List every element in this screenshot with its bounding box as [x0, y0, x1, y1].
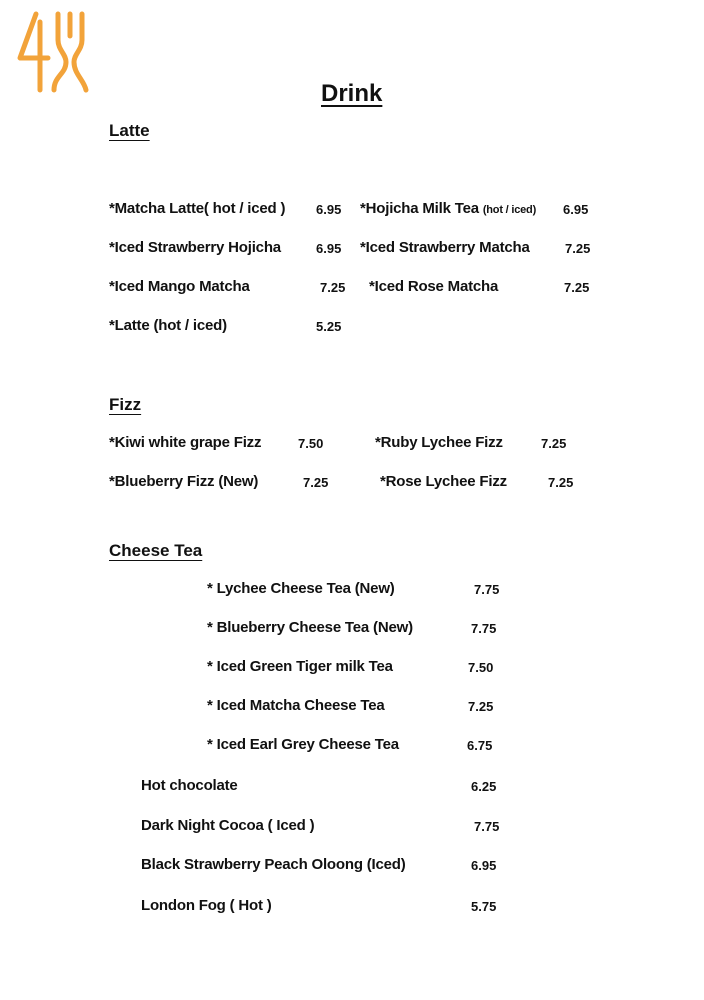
fork-logo-icon [14, 10, 92, 96]
menu-item-price: 7.75 [474, 819, 500, 834]
menu-item-name: Hot chocolate [141, 777, 238, 794]
menu-item-name: *Latte (hot / iced) [109, 317, 227, 334]
menu-item-price: 7.25 [548, 475, 574, 490]
menu-item-price: 7.25 [320, 280, 346, 295]
menu-item-price: 7.50 [298, 436, 324, 451]
menu-item-price: 5.25 [316, 319, 342, 334]
menu-item-name: *Ruby Lychee Fizz [375, 434, 503, 451]
menu-item-name: * Iced Green Tiger milk Tea [207, 658, 393, 675]
menu-item-name: * Lychee Cheese Tea (New) [207, 580, 395, 597]
menu-item-price: 6.95 [316, 202, 342, 217]
menu-item-price: 7.25 [564, 280, 590, 295]
menu-item-price: 7.25 [541, 436, 567, 451]
menu-item-name: *Iced Strawberry Hojicha [109, 239, 281, 256]
menu-item-name: *Rose Lychee Fizz [380, 473, 507, 490]
menu-item-name: *Kiwi white grape Fizz [109, 434, 262, 451]
menu-item-price: 6.95 [471, 858, 497, 873]
menu-item-name: *Iced Mango Matcha [109, 278, 250, 295]
menu-item-note: (hot / iced) [482, 204, 537, 216]
menu-item-name: Black Strawberry Peach Oloong (Iced) [141, 856, 406, 873]
menu-item-price: 5.75 [471, 899, 497, 914]
menu-item-price: 7.25 [468, 699, 494, 714]
menu-item-price: 6.95 [563, 202, 589, 217]
menu-item-name: *Matcha Latte( hot / iced ) [109, 200, 286, 217]
menu-item-name: Dark Night Cocoa ( Iced ) [141, 817, 315, 834]
menu-item-price: 7.50 [468, 660, 494, 675]
menu-item-price: 6.75 [467, 738, 493, 753]
menu-item-name: *Blueberry Fizz (New) [109, 473, 259, 490]
section-heading-cheese-tea: Cheese Tea [109, 541, 203, 560]
menu-item-price: 6.95 [316, 241, 342, 256]
menu-item-price: 7.75 [474, 582, 500, 597]
section-heading-fizz: Fizz [109, 395, 142, 414]
menu-item-price: 6.25 [471, 779, 497, 794]
menu-item-name: * Blueberry Cheese Tea (New) [207, 619, 413, 636]
menu-item-name: * Iced Matcha Cheese Tea [207, 697, 385, 714]
menu-item-name: * Iced Earl Grey Cheese Tea [207, 736, 399, 753]
menu-item-price: 7.25 [565, 241, 591, 256]
menu-item-name: *Iced Strawberry Matcha [360, 239, 530, 256]
page-title: Drink [321, 80, 383, 107]
menu-item-name: *Iced Rose Matcha [369, 278, 499, 295]
menu-item-name: London Fog ( Hot ) [141, 897, 272, 914]
section-heading-latte: Latte [109, 121, 150, 140]
menu-item-name [360, 200, 536, 217]
menu-item-name-text: *Hojicha Milk Tea [360, 200, 479, 217]
menu-item-price: 7.75 [471, 621, 497, 636]
menu-item-price: 7.25 [303, 475, 329, 490]
